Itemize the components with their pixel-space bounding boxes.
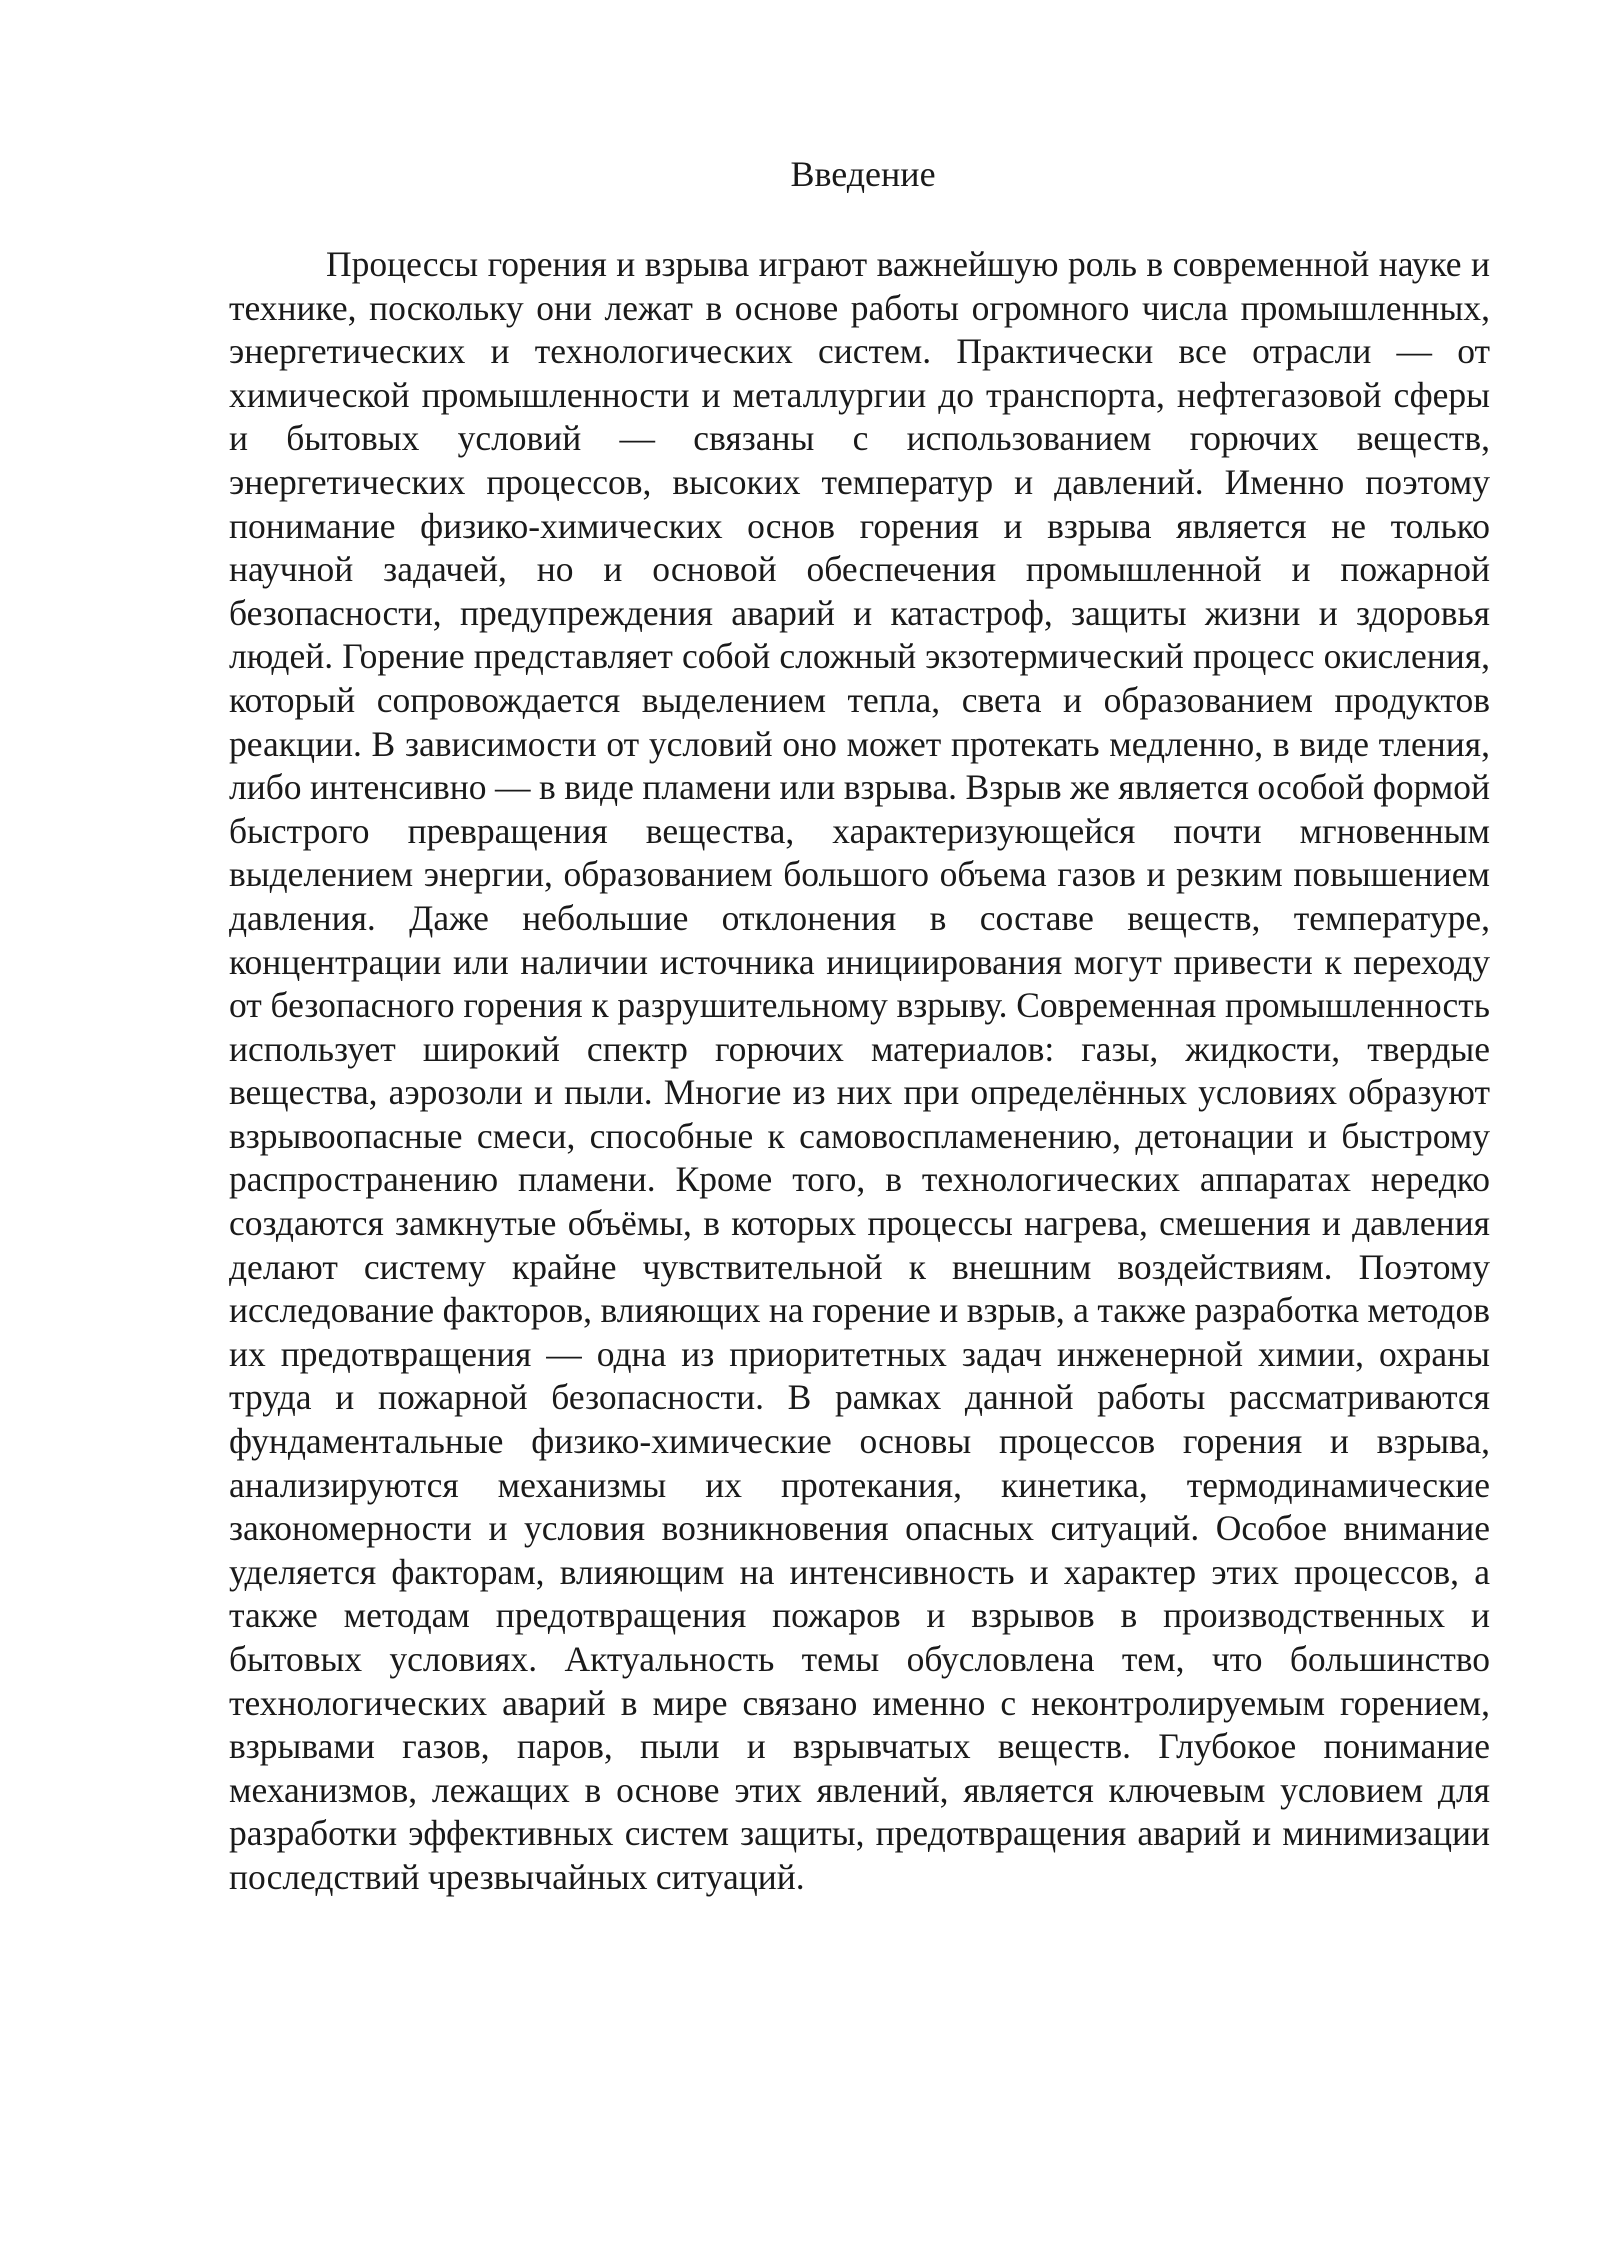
body-paragraph: Процессы горения и взрыва играют важнейшую роль в современной науке и технике, поскольку они лежат в основе работы огромного числа промышленных, энергетических и технологических систем. Практически все отрасли — от химической промышленности и металлургии до транспорта, нефтегазовой сферы и бытовых условий — связаны с использованием горючих веществ, энергетических процессов, высоких температур и давлений. Именно поэтому понимание физико-химических основ горения и взрыва является не только научной задачей, но и основой обеспечения промышленной и пожарной безопасности, предупреждения аварий и катастроф, защиты жизни и здоровья людей. Горение представляет собой сложный экзотермический процесс окисления, который сопровождается выделением тепла, света и образованием продуктов реакции. В зависимости от условий оно может протекать медленно, в виде тления, либо интенсивно — в виде пламени или взрыва. Взрыв же является особой формой быстрого превращения вещества, характеризующейся почти мгновенным выделением энергии, образованием большого объема газов и резким повышением давления. Даже небольшие отклонения в составе веществ, температуре, концентрации или наличии источника инициирования могут привести к переходу от безопасного горения к разрушительному взрыву. Современная промышленность использует широкий спектр горючих материалов: газы, жидкости, твердые вещества, аэрозоли и пыли. Многие из них при определённых условиях образуют взрывоопасные смеси, способные к самовоспламенению, детонации и быстрому распространению пламени. Кроме того, в технологических аппаратах нередко создаются замкнутые объёмы, в которых процессы нагрева, смешения и давления делают систему крайне чувствительной к внешним воздействиям. Поэтому исследование факторов, влияющих на горение и взрыв, а также разработка методов их предотвращения — одна из приоритетных задач инженерной химии, охраны труда и пожарной безопасности. В рамках данной работы рассматриваются фундаментальные физико-химические основы процессов горения и взрыва, анализируются механизмы их протекания, кинетика, термодинамические закономерности и условия возникновения опасных ситуаций. Особое внимание уделяется факторам, влияющим на интенсивность и характер этих процессов, а также методам предотвращения пожаров и взрывов в производственных и бытовых условиях. Актуальность темы обусловлена тем, что большинство технологических аварий в мире связано именно с неконтролируемым горением, взрывами газов, паров, пыли и взрывчатых веществ. Глубокое понимание механизмов, лежащих в основе этих явлений, является ключевым условием для разработки эффективных систем защиты, предотвращения аварий и минимизации последствий чрезвычайных ситуаций. [229, 244, 1490, 1897]
section-heading: Введение [790, 154, 936, 194]
